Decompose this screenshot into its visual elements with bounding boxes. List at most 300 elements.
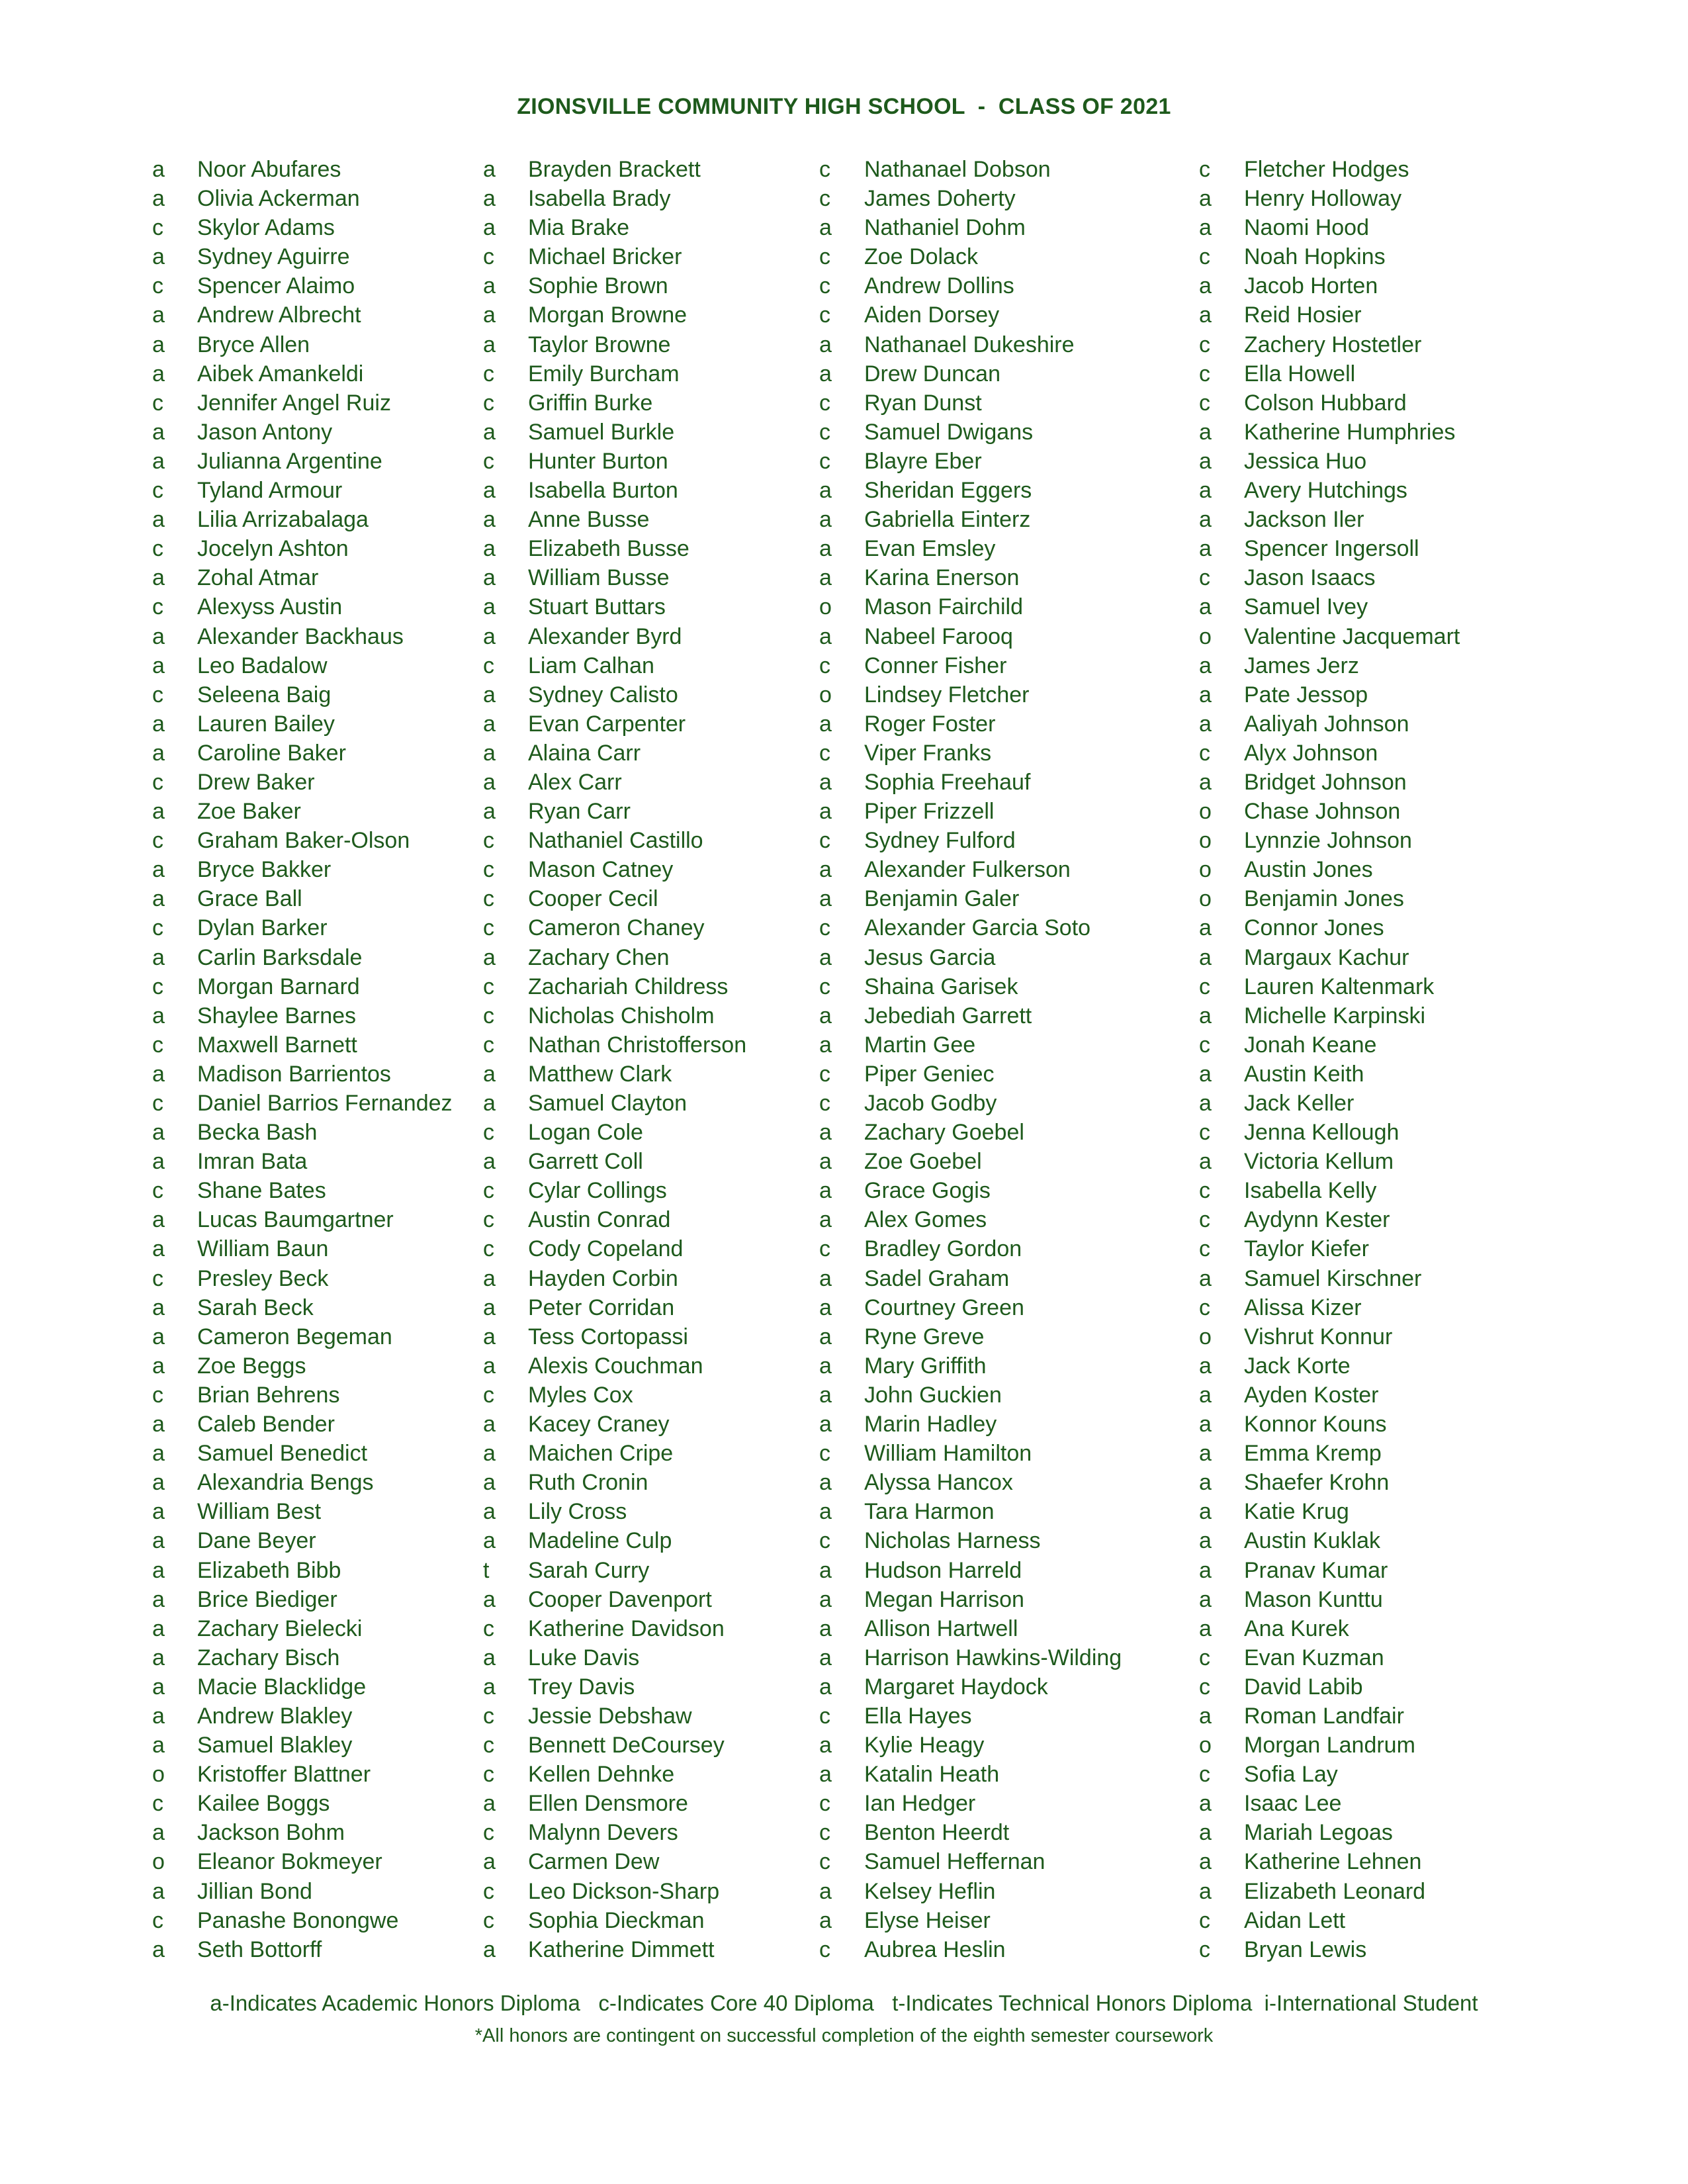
student-name: Shaefer Krohn <box>1244 1470 1390 1496</box>
list-item <box>819 651 1122 680</box>
list-item <box>152 826 453 855</box>
diploma-code: a <box>152 1353 165 1379</box>
student-name: Jesus Garcia <box>864 944 996 970</box>
student-name: Jenna Kellough <box>1244 1120 1399 1146</box>
diploma-code: t <box>483 1557 490 1583</box>
diploma-code: a <box>819 1295 832 1320</box>
student-name: Myles Cox <box>528 1382 633 1408</box>
diploma-code: a <box>152 623 165 649</box>
list-item <box>1199 213 1460 242</box>
list-item <box>819 855 1122 884</box>
diploma-code: c <box>483 1236 494 1262</box>
diploma-code: a <box>483 1091 496 1116</box>
diploma-code: a <box>483 1849 496 1875</box>
list-item <box>819 1614 1122 1643</box>
diploma-code: a <box>483 1324 496 1349</box>
diploma-code: a <box>819 332 832 357</box>
student-name: Sadel Graham <box>864 1265 1010 1291</box>
diploma-code: a <box>483 682 496 707</box>
student-name: Elyse Heiser <box>864 1907 991 1933</box>
list-item <box>152 592 453 621</box>
name-column-1 <box>152 155 453 1964</box>
diploma-code: a <box>819 711 832 737</box>
list-item <box>152 1731 453 1760</box>
student-name: Colson Hubbard <box>1244 390 1407 416</box>
list-item <box>819 1935 1122 1964</box>
student-name: Luke Davis <box>528 1645 640 1670</box>
student-name: Caleb Bender <box>197 1412 335 1437</box>
list-item <box>1199 1030 1460 1060</box>
student-name: Nathaniel Dohm <box>864 215 1026 241</box>
list-item <box>1199 1935 1460 1964</box>
list-item <box>483 1410 746 1439</box>
list-item <box>1199 1877 1460 1906</box>
list-item <box>152 418 453 447</box>
list-item <box>483 213 746 242</box>
diploma-code: a <box>152 1586 165 1612</box>
diploma-code: a <box>1199 915 1212 941</box>
list-item <box>1199 1147 1460 1176</box>
diploma-code: a <box>819 1907 832 1933</box>
diploma-code: c <box>152 478 163 504</box>
list-item <box>152 1818 453 1847</box>
student-name: Drew Baker <box>197 769 315 795</box>
diploma-code: a <box>152 1528 165 1554</box>
list-item <box>819 622 1122 651</box>
list-item <box>819 534 1122 563</box>
diploma-code: c <box>819 1703 830 1729</box>
student-name: Henry Holloway <box>1244 186 1402 212</box>
list-item <box>1199 1526 1460 1555</box>
list-item <box>819 826 1122 855</box>
diploma-code: a <box>819 799 832 825</box>
diploma-code: a <box>1199 1791 1212 1817</box>
diploma-code: a <box>483 419 496 445</box>
diploma-code: a <box>819 1733 832 1758</box>
student-name: Evan Kuzman <box>1244 1645 1384 1670</box>
list-item <box>483 155 746 184</box>
diploma-code: a <box>483 1499 496 1525</box>
list-item <box>1199 1176 1460 1205</box>
student-name: Courtney Green <box>864 1295 1024 1320</box>
student-name: Zachary Bielecki <box>197 1615 363 1641</box>
diploma-code: a <box>483 740 496 766</box>
diploma-code: c <box>152 390 163 416</box>
list-item <box>819 1381 1122 1410</box>
diploma-code: a <box>152 1557 165 1583</box>
diploma-code: c <box>1199 1762 1210 1788</box>
student-name: Nicholas Harness <box>864 1528 1041 1554</box>
student-name: Megan Harrison <box>864 1586 1024 1612</box>
student-name: Aibek Amankeldi <box>197 361 364 387</box>
list-item <box>152 563 453 592</box>
student-name: Liam Calhan <box>528 653 654 678</box>
diploma-code: a <box>1199 1382 1212 1408</box>
list-item <box>483 418 746 447</box>
student-name: Cooper Davenport <box>528 1586 712 1612</box>
student-name: Gabriella Einterz <box>864 507 1031 533</box>
list-item <box>1199 563 1460 592</box>
list-item <box>819 1030 1122 1060</box>
list-item <box>483 1731 746 1760</box>
list-item <box>819 271 1122 300</box>
diploma-code: a <box>819 1207 832 1233</box>
student-name: Kacey Craney <box>528 1412 670 1437</box>
diploma-code: a <box>1199 302 1212 328</box>
student-name: Jason Antony <box>197 419 333 445</box>
diploma-code: a <box>152 1615 165 1641</box>
diploma-code: c <box>1199 1178 1210 1204</box>
diploma-code: a <box>483 1353 496 1379</box>
list-item <box>483 1877 746 1906</box>
name-column-3 <box>819 155 1122 1964</box>
student-name: Lynnzie Johnson <box>1244 828 1412 854</box>
student-name: Katherine Davidson <box>528 1615 725 1641</box>
student-name: Dylan Barker <box>197 915 328 941</box>
list-item <box>483 388 746 418</box>
list-item <box>1199 768 1460 797</box>
list-item <box>1199 855 1460 884</box>
list-item <box>483 913 746 942</box>
list-item <box>819 1234 1122 1263</box>
list-item <box>152 476 453 505</box>
student-name: David Labib <box>1244 1674 1363 1700</box>
diploma-code: c <box>152 1791 163 1817</box>
student-name: Benton Heerdt <box>864 1820 1010 1846</box>
student-name: Tyland Armour <box>197 478 343 504</box>
list-item <box>819 1818 1122 1847</box>
student-name: Jacob Godby <box>864 1091 997 1116</box>
diploma-code: c <box>819 1849 830 1875</box>
list-item <box>819 972 1122 1001</box>
list-item <box>483 1001 746 1030</box>
diploma-code: a <box>152 1207 165 1233</box>
student-name: Jennifer Angel Ruiz <box>197 390 391 416</box>
list-item <box>152 1205 453 1234</box>
diploma-code: a <box>1199 1615 1212 1641</box>
diploma-code: a <box>152 1236 165 1262</box>
diploma-code: a <box>819 1645 832 1670</box>
student-name: Alexander Fulkerson <box>864 857 1071 883</box>
student-name: Michelle Karpinski <box>1244 1003 1425 1028</box>
diploma-code: c <box>152 915 163 941</box>
student-name: Mia Brake <box>528 215 630 241</box>
diploma-code: a <box>483 1441 496 1467</box>
list-item <box>152 1526 453 1555</box>
list-item <box>483 709 746 739</box>
diploma-code: a <box>819 565 832 591</box>
diploma-code: c <box>819 1936 830 1962</box>
student-name: Morgan Barnard <box>197 974 360 999</box>
diploma-code: a <box>483 1470 496 1496</box>
student-name: Elizabeth Bibb <box>197 1557 341 1583</box>
student-name: Samuel Blakley <box>197 1733 353 1758</box>
list-item <box>152 1176 453 1205</box>
list-item <box>819 1702 1122 1731</box>
list-item <box>1199 1906 1460 1935</box>
diploma-code: a <box>1199 1149 1212 1175</box>
list-item <box>1199 943 1460 972</box>
student-name: Seleena Baig <box>197 682 332 707</box>
list-item <box>1199 505 1460 534</box>
student-name: Grace Ball <box>197 886 302 912</box>
list-item <box>819 359 1122 388</box>
list-item <box>483 447 746 476</box>
student-name: Zachary Bisch <box>197 1645 340 1670</box>
student-name: Olivia Ackerman <box>197 186 360 212</box>
diploma-code: a <box>1199 769 1212 795</box>
student-name: Cylar Collings <box>528 1178 667 1204</box>
list-item <box>483 1760 746 1789</box>
diploma-code: a <box>819 857 832 883</box>
diploma-code: c <box>819 244 830 270</box>
diploma-code: a <box>819 478 832 504</box>
diploma-code: a <box>1199 536 1212 562</box>
list-item <box>1199 1293 1460 1322</box>
diploma-code: c <box>152 1178 163 1204</box>
diploma-code: a <box>483 332 496 357</box>
list-item <box>483 1643 746 1672</box>
list-item <box>1199 1089 1460 1118</box>
student-name: Cooper Cecil <box>528 886 658 912</box>
student-name: Blayre Eber <box>864 448 982 474</box>
list-item <box>152 1702 453 1731</box>
list-item <box>1199 1614 1460 1643</box>
diploma-code: c <box>1199 740 1210 766</box>
list-item <box>152 184 453 213</box>
student-name: Zohal Atmar <box>197 565 319 591</box>
diploma-code: c <box>483 1733 494 1758</box>
diploma-code: a <box>152 244 165 270</box>
list-item <box>819 242 1122 271</box>
student-name: Kellen Dehnke <box>528 1762 675 1788</box>
list-item <box>1199 1468 1460 1497</box>
list-item <box>483 1205 746 1234</box>
diploma-code: a <box>483 594 496 620</box>
student-name: Michael Bricker <box>528 244 682 270</box>
student-name: Drew Duncan <box>864 361 1000 387</box>
diploma-code: c <box>483 1878 494 1904</box>
student-name: Lindsey Fletcher <box>864 682 1030 707</box>
list-item <box>819 709 1122 739</box>
diploma-code: o <box>819 594 832 620</box>
list-item <box>819 300 1122 330</box>
student-name: Benjamin Galer <box>864 886 1020 912</box>
student-name: Cody Copeland <box>528 1236 684 1262</box>
student-name: Nathaniel Castillo <box>528 828 703 854</box>
list-item <box>819 943 1122 972</box>
list-item <box>152 855 453 884</box>
student-name: Mason Catney <box>528 857 674 883</box>
diploma-code: a <box>483 1061 496 1087</box>
student-name: Margaux Kachur <box>1244 944 1409 970</box>
student-name: Valentine Jacquemart <box>1244 623 1460 649</box>
diploma-code: c <box>483 1907 494 1933</box>
student-name: Peter Corridan <box>528 1295 675 1320</box>
list-item <box>483 330 746 359</box>
diploma-code: c <box>819 828 830 854</box>
student-name: Shane Bates <box>197 1178 326 1204</box>
diploma-code: a <box>819 536 832 562</box>
diploma-code: c <box>152 273 163 299</box>
list-item <box>819 1089 1122 1118</box>
diploma-code: c <box>483 1032 494 1058</box>
list-item <box>819 388 1122 418</box>
student-name: Morgan Landrum <box>1244 1733 1415 1758</box>
list-item <box>152 1585 453 1614</box>
list-item <box>819 768 1122 797</box>
diploma-code: c <box>152 1032 163 1058</box>
list-item <box>483 1672 746 1702</box>
list-item <box>1199 476 1460 505</box>
diploma-code: a <box>152 1003 165 1028</box>
diploma-code: a <box>152 1703 165 1729</box>
student-name: Carlin Barksdale <box>197 944 363 970</box>
list-item <box>483 1264 746 1293</box>
student-name: Kristoffer Blattner <box>197 1762 371 1788</box>
diploma-code: a <box>819 1557 832 1583</box>
student-name: Lilia Arrizabalaga <box>197 507 369 533</box>
diploma-code: a <box>483 1936 496 1962</box>
student-name: Benjamin Jones <box>1244 886 1404 912</box>
diploma-code: a <box>483 1295 496 1320</box>
diploma-code: c <box>819 974 830 999</box>
student-name: Evan Emsley <box>864 536 996 562</box>
diploma-code: a <box>152 886 165 912</box>
student-name: Austin Jones <box>1244 857 1373 883</box>
student-name: Mason Kunttu <box>1244 1586 1383 1612</box>
student-name: Sydney Fulford <box>864 828 1016 854</box>
diploma-code: c <box>152 974 163 999</box>
student-name: Garrett Coll <box>528 1149 643 1175</box>
list-item <box>152 359 453 388</box>
student-name: Alexander Byrd <box>528 623 682 649</box>
list-item <box>152 913 453 942</box>
student-name: Trey Davis <box>528 1674 635 1700</box>
list-item <box>819 563 1122 592</box>
student-name: Taylor Browne <box>528 332 671 357</box>
list-item <box>483 476 746 505</box>
student-name: Sofia Lay <box>1244 1762 1338 1788</box>
diploma-code: a <box>1199 711 1212 737</box>
student-name: Mason Fairchild <box>864 594 1023 620</box>
diploma-code: a <box>1199 594 1212 620</box>
diploma-legend: a-Indicates Academic Honors Diploma c-Indicates Core 40 Diploma t-Indicates Technical Honors Diploma i-International Student <box>210 1991 1478 2015</box>
diploma-code: a <box>483 507 496 533</box>
student-name: Jason Isaacs <box>1244 565 1376 591</box>
diploma-code: c <box>483 390 494 416</box>
diploma-code: a <box>483 1586 496 1612</box>
list-item <box>152 1906 453 1935</box>
student-name: Allison Hartwell <box>864 1615 1018 1641</box>
diploma-code: a <box>152 1733 165 1758</box>
diploma-code: a <box>152 448 165 474</box>
student-name: Aydynn Kester <box>1244 1207 1390 1233</box>
list-item <box>483 1526 746 1555</box>
list-item <box>152 447 453 476</box>
student-name: William Best <box>197 1499 322 1525</box>
student-name: Bryce Bakker <box>197 857 332 883</box>
diploma-code: a <box>152 1936 165 1962</box>
list-item <box>152 1089 453 1118</box>
list-item <box>152 1847 453 1876</box>
student-name: Piper Geniec <box>864 1061 995 1087</box>
list-item <box>483 1818 746 1847</box>
list-item <box>819 1731 1122 1760</box>
student-name: Tess Cortopassi <box>528 1324 688 1349</box>
list-item <box>483 1293 746 1322</box>
student-name: Ana Kurek <box>1244 1615 1349 1641</box>
student-name: Austin Kuklak <box>1244 1528 1380 1554</box>
student-name: Nathan Christofferson <box>528 1032 747 1058</box>
list-item <box>152 1410 453 1439</box>
list-item <box>1199 1001 1460 1030</box>
list-item <box>1199 359 1460 388</box>
student-name: Sophie Brown <box>528 273 668 299</box>
list-item <box>819 1468 1122 1497</box>
student-name: Zoe Goebel <box>864 1149 982 1175</box>
list-item <box>483 1585 746 1614</box>
list-item <box>152 1351 453 1381</box>
list-item <box>152 1643 453 1672</box>
student-name: Ruth Cronin <box>528 1470 648 1496</box>
student-name: Ian Hedger <box>864 1791 976 1817</box>
diploma-code: a <box>152 361 165 387</box>
student-name: Griffin Burke <box>528 390 653 416</box>
diploma-code: c <box>819 273 830 299</box>
list-item <box>483 1935 746 1964</box>
list-item <box>483 1030 746 1060</box>
student-name: Zachery Hostetler <box>1244 332 1422 357</box>
diploma-code: c <box>483 1207 494 1233</box>
student-name: Stuart Buttars <box>528 594 666 620</box>
list-item <box>483 1702 746 1731</box>
diploma-code: a <box>1199 1878 1212 1904</box>
student-name: Isabella Brady <box>528 186 671 212</box>
list-item <box>1199 884 1460 913</box>
student-name: Austin Keith <box>1244 1061 1364 1087</box>
list-item <box>819 1672 1122 1702</box>
list-item <box>1199 1643 1460 1672</box>
list-item <box>483 505 746 534</box>
student-name: Lucas Baumgartner <box>197 1207 394 1233</box>
list-item <box>819 1497 1122 1526</box>
student-name: Dane Beyer <box>197 1528 316 1554</box>
diploma-code: a <box>1199 1528 1212 1554</box>
student-name: William Busse <box>528 565 670 591</box>
name-column-4 <box>1199 155 1460 1964</box>
student-name: Katherine Humphries <box>1244 419 1456 445</box>
student-name: Nathanael Dobson <box>864 157 1051 182</box>
student-name: Ayden Koster <box>1244 1382 1379 1408</box>
student-name: Austin Conrad <box>528 1207 671 1233</box>
student-name: William Baun <box>197 1236 329 1262</box>
student-name: Samuel Heffernan <box>864 1849 1045 1875</box>
student-name: Alexis Couchman <box>528 1353 703 1379</box>
student-name: Alyssa Hancox <box>864 1470 1013 1496</box>
diploma-code: c <box>819 390 830 416</box>
list-item <box>1199 622 1460 651</box>
diploma-code: a <box>819 1674 832 1700</box>
student-name: Panashe Bonongwe <box>197 1907 399 1933</box>
list-item <box>1199 1818 1460 1847</box>
list-item <box>152 1935 453 1964</box>
diploma-code: o <box>1199 799 1212 825</box>
honors-footnote: *All honors are contingent on successful completion of the eighth semester coursework <box>474 2025 1214 2046</box>
list-item <box>483 680 746 709</box>
student-name: Cameron Begeman <box>197 1324 392 1349</box>
student-name: Imran Bata <box>197 1149 308 1175</box>
